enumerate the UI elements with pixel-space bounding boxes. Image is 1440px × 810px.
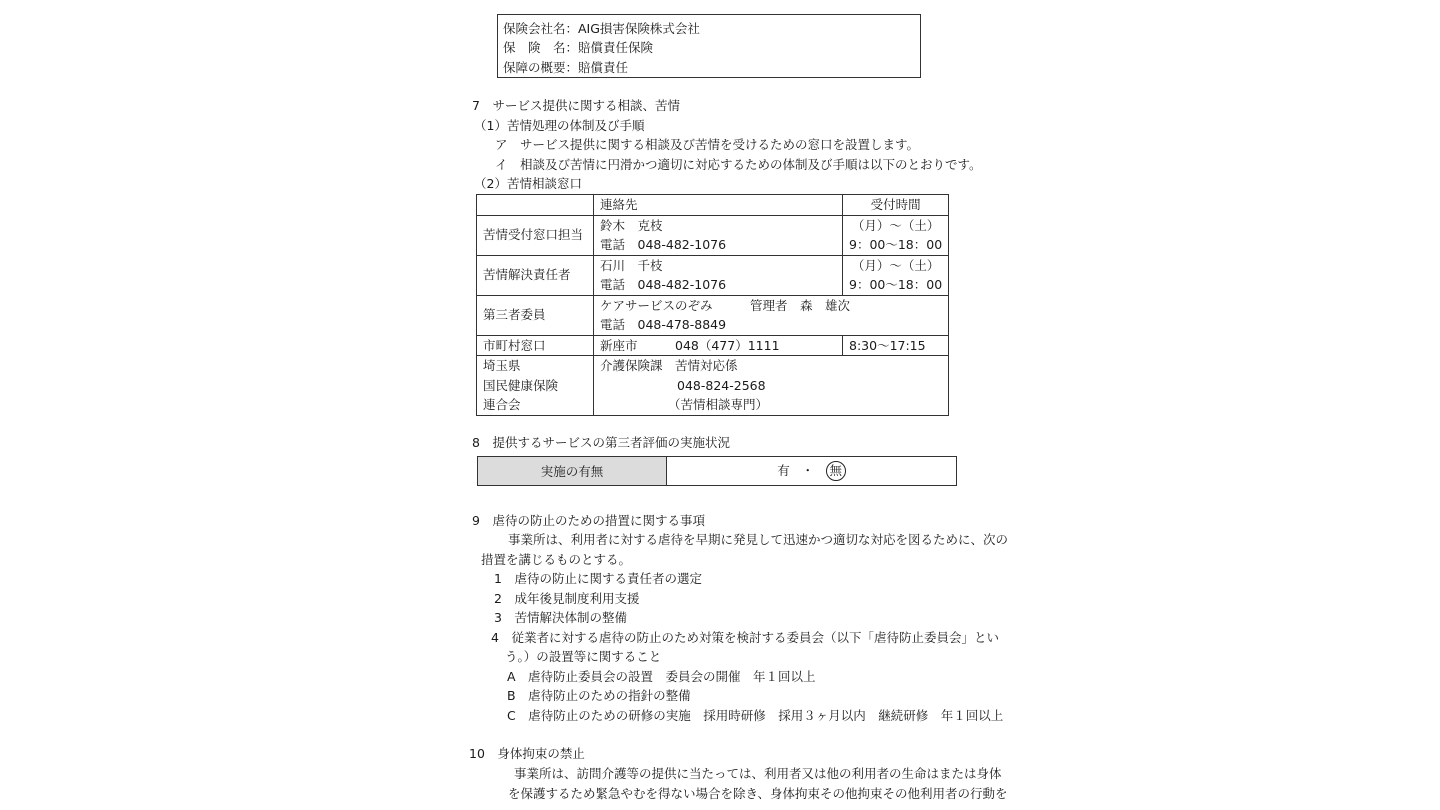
section9-sub-b: B 虐待防止のための指針の整備: [507, 688, 691, 703]
header-hours: 受付時間: [843, 195, 949, 216]
row-line2: 電話 048-482-1076: [600, 277, 727, 292]
section9-item3: 3 苦情解決体制の整備: [494, 610, 627, 625]
section7-sub1: （1）苦情処理の体制及び手順: [474, 118, 645, 133]
option-yes: 有: [777, 463, 790, 478]
section9-sub-c: C 虐待防止のための研修の実施 採用時研修 採用３ヶ月以内 継続研修 年１回以上: [507, 708, 1004, 723]
row-label: 連合会: [483, 397, 521, 412]
row-line3: （苦情相談専門）: [668, 397, 769, 412]
table-row: [478, 457, 957, 486]
row-line1: 新座市 048（477）1111: [600, 337, 780, 353]
table-row: [477, 195, 949, 216]
row-label: 第三者委員: [483, 307, 546, 323]
table-row: [477, 295, 949, 335]
row-line2: 電話 048-482-1076: [600, 237, 727, 252]
row-line1: 介護保険課 苦情対応係: [600, 358, 738, 373]
complaint-table: [476, 194, 949, 416]
row-label: 苦情解決責任者: [483, 267, 571, 283]
section9-item4a: 4 従業者に対する虐待の防止のため対策を検討する委員会（以下「虐待防止委員会」とい: [491, 630, 999, 645]
section7-item-a: ア サービス提供に関する相談及び苦情を受けるための窓口を設置します。: [495, 137, 920, 152]
section10-line1: 事業所は、訪問介護等の提供に当たっては、利用者又は他の利用者の生命はまたは身体: [514, 766, 1002, 781]
section7-item-i: イ 相談及び苦情に円滑かつ適切に対応するための体制及び手順は以下のとおりです。: [495, 157, 982, 172]
option-no-circled: 無: [826, 461, 846, 481]
row-label: 埼玉県: [483, 358, 521, 373]
section9-item4b: う。）の設置等に関すること: [505, 649, 662, 664]
table-row: [477, 356, 949, 416]
row-hours1: （月）～（土）: [851, 217, 940, 233]
section9-intro2: 措置を講じるものとする。: [481, 552, 632, 567]
row-hours2: 9：00～18：00: [849, 277, 943, 292]
header-contact: 連絡先: [594, 195, 843, 216]
row-hours2: 9：00～18：00: [849, 237, 943, 252]
row-line1: ケアサービスのぞみ 管理者 森 雄次: [600, 297, 851, 313]
row-line2: 048-824-2568: [677, 377, 766, 393]
insurance-company: 保険会社名：AIG損害保険株式会社: [503, 21, 700, 36]
insurance-name: 保 険 名：賠償責任保険: [503, 40, 654, 55]
row-line1: 鈴木 克枝: [600, 217, 663, 233]
row-hours1: 8:30～17:15: [849, 337, 926, 353]
section10-title: 10 身体拘束の禁止: [469, 746, 585, 761]
section9-intro1: 事業所は、利用者に対する虐待を早期に発見して迅速かつ適切な対応を図るために、次の: [508, 532, 1009, 547]
section10-line2: を保護するため緊急やむを得ない場合を除き、身体拘束その他拘束その他利用者の行動を: [508, 786, 1008, 801]
eval-label: 実施の有無: [478, 457, 667, 486]
table-row: [477, 335, 949, 356]
row-label: 苦情受付窓口担当: [483, 227, 584, 243]
row-label: 市町村窓口: [483, 337, 546, 353]
section8-title: 8 提供するサービスの第三者評価の実施状況: [472, 435, 730, 450]
section9-sub-a: A 虐待防止委員会の設置 委員会の開催 年１回以上: [507, 669, 816, 684]
row-line1: 石川 千枝: [600, 257, 663, 273]
table-row: [477, 215, 949, 255]
row-label: 国民健康保険: [483, 377, 559, 393]
insurance-summary: 保障の概要：賠償責任: [503, 60, 629, 75]
section7-sub2: （2）苦情相談窓口: [474, 176, 582, 191]
section7-title: 7 サービス提供に関する相談、苦情: [472, 98, 680, 113]
section9-item1: 1 虐待の防止に関する責任者の選定: [494, 571, 702, 586]
evaluation-table: [477, 456, 957, 486]
option-separator: ・: [801, 463, 814, 478]
row-hours1: （月）～（土）: [851, 257, 940, 273]
section9-item2: 2 成年後見制度利用支援: [494, 591, 640, 606]
section9-title: 9 虐待の防止のための措置に関する事項: [472, 513, 705, 528]
eval-value: [667, 457, 957, 486]
table-row: [477, 255, 949, 295]
row-line2: 電話 048-478-8849: [600, 317, 727, 332]
